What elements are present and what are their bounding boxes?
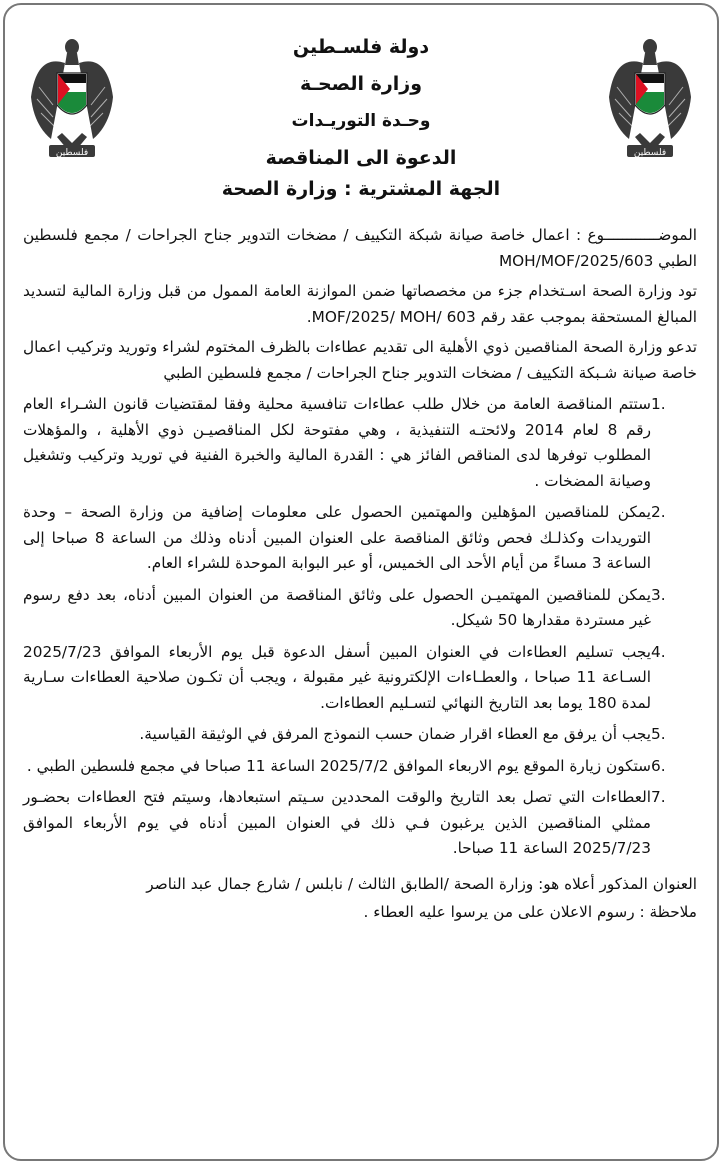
item-text: ستتم المناقصة العامة من خلال طلب عطاءات تنافسية محلية وفقا لمقتضيات قانون الشـراء العام رقم 8 لعام 2014 ولائحتـه التنفيذية ، وهي مفتوحة لكل المناقصيـن ذوي الأهلية ، والمؤهلات المطلوب توفرها لدى المناقص الفائز هي : القدرة المالية والخبرة الفنية في توريد وتركيب وتشغيل وصيانة المضخات .	[23, 395, 651, 490]
item-number: 4.	[651, 642, 666, 661]
palestine-eagle-emblem-right	[605, 27, 695, 167]
emblem-caption-right: فلسطين	[633, 148, 667, 158]
list-item	[23, 500, 697, 577]
subject-paragraph: الموضــــــــــــوع : اعمال خاصة صيانة شبكة التكييف / مضخات التدوير جناح الجراحات / مجمع فلسطين الطبي MOH/MOF/2025/603	[23, 226, 697, 270]
intro-paragraph: تود وزارة الصحة اسـتخدام جزء من مخصصاتها ضمن الموازنة العامة الممول من قبل وزارة المالية لتسديد المبالغ المستحقة بموجب عقد رقم 603 /MOF/2025/ MOH.	[23, 282, 697, 326]
list-item	[23, 583, 697, 634]
list-item	[23, 640, 697, 717]
item-text: العطاءات التي تصل بعد التاريخ والوقت المحددين سـيتم استبعادها، وسيتم فتح العطاءات بحضـور ممثلي المناقصين الذين يرغبون فـي ذلك في العنوان المبين أدناه في يوم الأربعاء الموافق 2025/7/23 الساعة 11 صباحا.	[23, 788, 651, 857]
item-number: 1.	[651, 395, 666, 413]
item-text: يجب تسليم العطاءات في العنوان المبين أسفل الدعوة قبل يوم الأربعاء الموافق 2025/7/23 السـاعة 11 صباحا ، والعطـاءات الإلكترونية غير مقبولة ، ويجب أن تكـون صلاحية العطاءات سـارية لمدة 180 يوما بعد التاريخ النهائي لتسـليم العطاءات.	[23, 642, 652, 712]
item-number: 5.	[651, 725, 666, 743]
buyer-line: الجهة المشترية : وزارة الصحة	[221, 178, 501, 200]
announcement-frame	[3, 3, 719, 1161]
item-text: يجب أن يرفق مع العطاء اقرار ضمان حسب النموذج المرفق في الوثيقة القياسية.	[139, 725, 651, 743]
list-item	[23, 754, 697, 780]
announcement-body	[23, 223, 697, 926]
ministry-name: وزارة الصحـة	[299, 73, 423, 95]
list-item	[23, 392, 697, 494]
list-item	[23, 785, 697, 862]
emblem-caption-left: فلسطين	[55, 148, 89, 158]
item-text: يمكن للمناقصين المهتميـن الحصول على وثائق المناقصة من العنوان المبين أدناه، بعد دفع رسوم غير مستردة مقدارها 50 شيكل.	[23, 585, 651, 629]
conditions-list	[23, 392, 697, 862]
header	[155, 29, 567, 177]
item-number: 3.	[651, 585, 666, 604]
item-number: 2.	[651, 503, 666, 521]
item-text: ستكون زيارة الموقع يوم الاربعاء الموافق 2025/7/2 الساعة 11 صباحا في مجمع فلسطين الطبي .	[26, 756, 651, 775]
address-line: العنوان المذكور أعلاه هو: وزارة الصحة /الطابق الثالث / نابلس / شارع جمال عبد الناصر	[146, 874, 697, 893]
unit-name: وحـدة التوريـدات	[291, 111, 431, 131]
item-number: 7.	[651, 788, 666, 806]
invitation-paragraph: تدعو وزارة الصحة المناقصين ذوي الأهلية الى تقديم عطاءات بالظرف المختوم لشراء وتوريد وتركيب اعمال خاصة صيانة شـبكة التكييف / مضخات التدوير جناح الجراحات / مجمع فلسطين الطبي	[23, 338, 697, 382]
note-line: ملاحظة : رسوم الاعلان على من يرسوا عليه العطاء .	[363, 902, 697, 921]
item-number: 6.	[651, 756, 666, 775]
list-item	[23, 722, 697, 748]
item-text: يمكن للمناقصين المؤهلين والمهتمين الحصول على معلومات إضافية من وزارة الصحة – وحدة التوريدات وكذلـك فحص وثائق المناقصة على العنوان المبين أدناه وذلك من الساعة 8 صباحا إلى الساعة 3 مساءً من أيام الأحد الى الخميس، أو عبر البوابة الموحدة للشراء العام.	[23, 503, 651, 572]
page-title: الدعوة الى المناقصة	[265, 147, 457, 169]
footer	[23, 870, 697, 926]
palestine-eagle-emblem-left	[27, 27, 117, 167]
state-name: دولة فلسـطين	[292, 36, 430, 58]
